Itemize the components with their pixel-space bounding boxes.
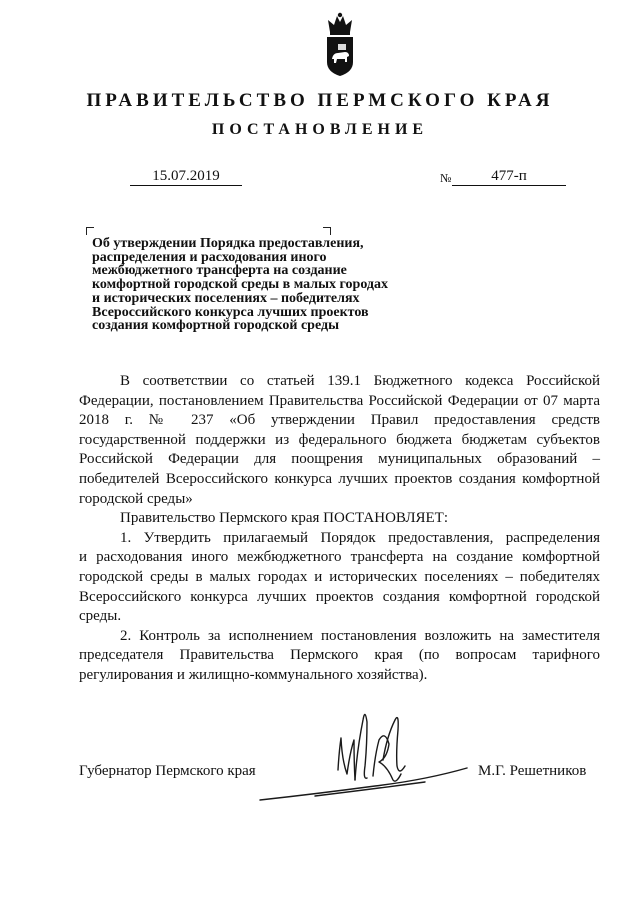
resolves-line: Правительство Пермского края ПОСТАНОВЛЯЕТ: <box>120 510 449 527</box>
preamble-line: государственной поддержки из федерального бюджета бюджетам субъектов <box>79 431 600 448</box>
document-date: 15.07.2019 <box>130 169 242 186</box>
subject-line: создания комфортной городской среды <box>92 318 340 334</box>
signatory-title: Губернатор Пермского края <box>79 763 256 779</box>
item-1-line: Всероссийского конкурса лучших проектов создания комфортной городской <box>79 588 600 605</box>
item-1-line: городской среды в малых городах и исторических поселениях – победителях <box>79 568 600 585</box>
coat-of-arms-icon <box>323 12 357 78</box>
subject-line: распределения и расходования иного <box>92 249 327 265</box>
document-body <box>79 372 600 686</box>
preamble-line: Российской Федерации для поощрения муниципальных образований – <box>79 451 600 468</box>
item-1-line: среды. <box>79 608 122 625</box>
preamble-line: 2018 г. № 237 «Об утверждении Правил предоставления средств <box>79 412 600 429</box>
item-2-line: регулирования и жилищно-коммунального хозяйства). <box>79 666 428 683</box>
subject-line: и исторических поселениях – победителях <box>92 290 360 306</box>
document-subject <box>92 237 432 333</box>
subject-line: Всероссийского конкурса лучших проектов <box>92 304 369 320</box>
item-2-line: председателя Правительства Пермского края (по вопросам тарифного <box>79 647 600 664</box>
preamble-line: победителей Всероссийского конкурса лучших проектов создания комфортной <box>79 470 600 487</box>
subject-line: межбюджетного трансферта на создание <box>92 263 347 279</box>
preamble-line: Федерации, постановлением Правительства Российской Федерации от 07 марта <box>79 392 600 409</box>
subject-corner-right <box>323 227 331 235</box>
subject-line: комфортной городской среды в малых городах <box>92 277 389 293</box>
document-type: ПОСТАНОВЛЕНИЕ <box>211 121 429 138</box>
preamble-line: В соответствии со статьей 139.1 Бюджетного кодекса Российской <box>120 373 600 389</box>
government-title: ПРАВИТЕЛЬСТВО ПЕРМСКОГО КРАЯ <box>86 90 554 111</box>
handwritten-signature <box>255 700 470 810</box>
item-1-line: 1. Утвердить прилагаемый Порядок предоставления, распределения <box>120 529 600 546</box>
document-number: 477-п <box>452 169 566 186</box>
subject-line: Об утверждении Порядка предоставления, <box>92 236 364 251</box>
subject-corner-left <box>86 227 94 235</box>
signatory-name: М.Г. Решетников <box>478 763 587 779</box>
number-sign: № <box>440 171 452 185</box>
preamble-line: городской среды» <box>79 490 193 507</box>
item-1-line: и расходования иного межбюджетного трансферта на создание комфортной <box>79 549 600 566</box>
item-2-line: 2. Контроль за исполнением постановления возложить на заместителя <box>120 627 600 644</box>
